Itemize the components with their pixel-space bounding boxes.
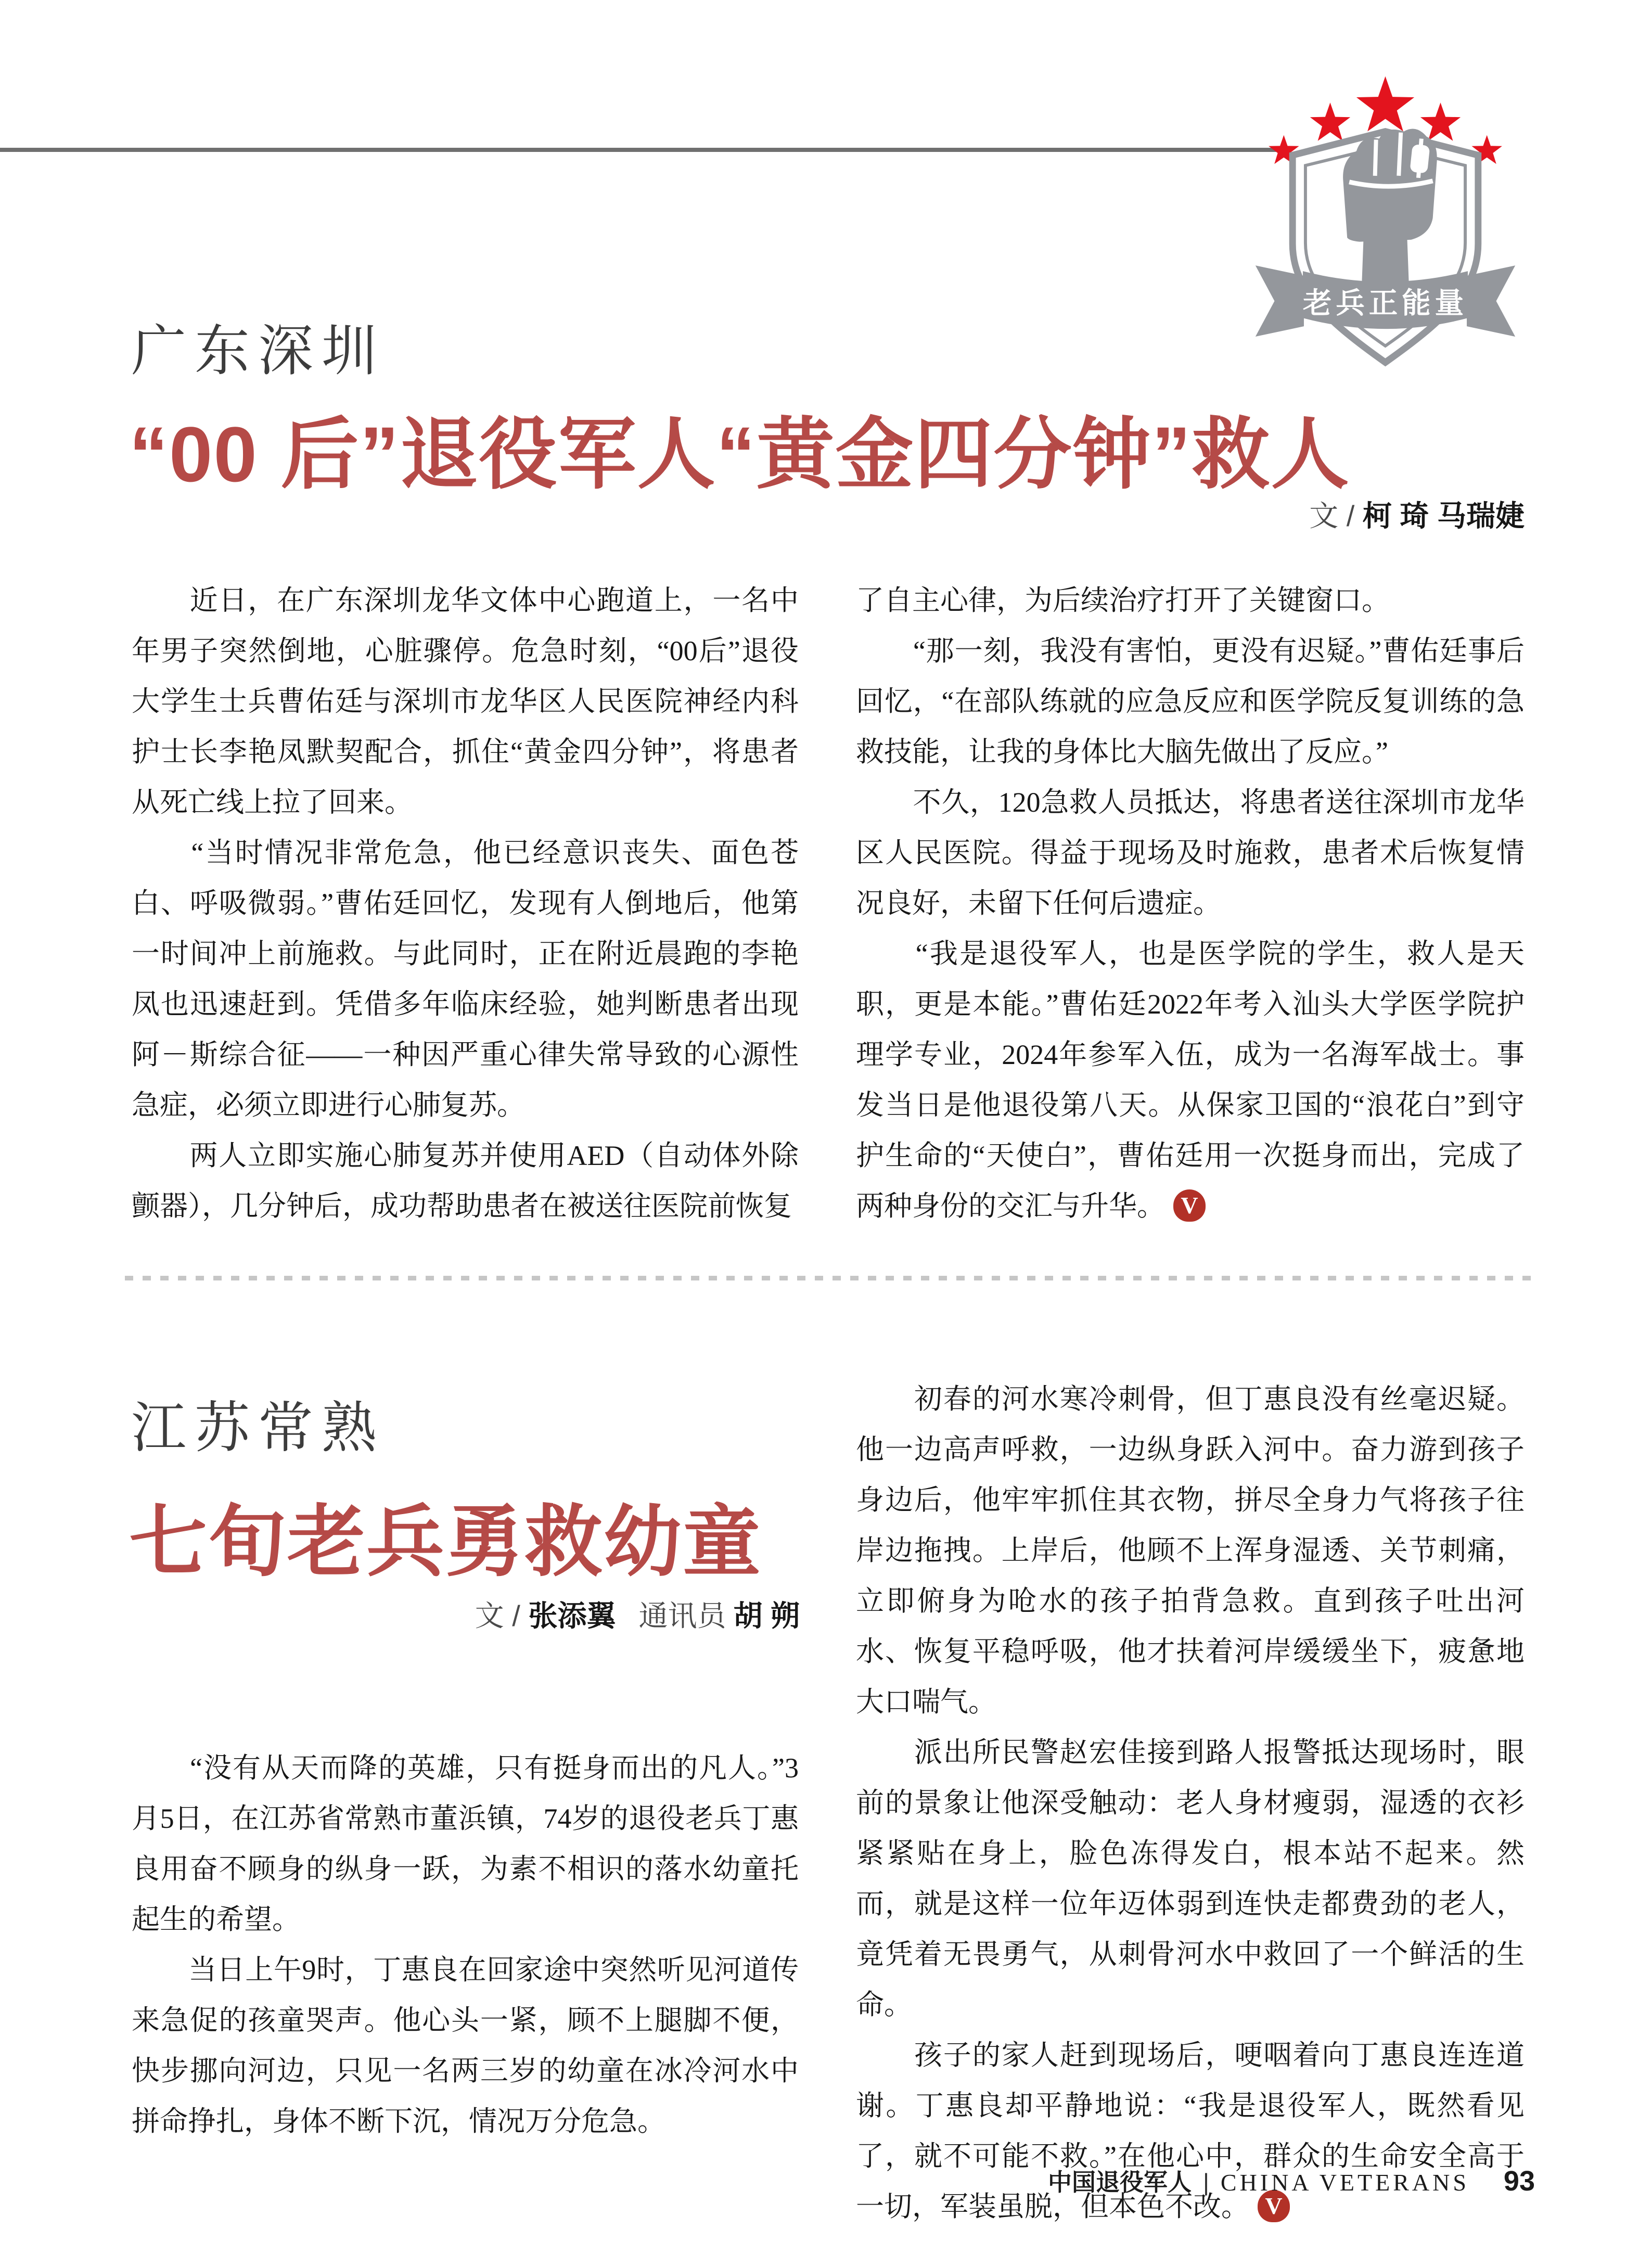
article1-right-column <box>856 575 1525 1232</box>
article-end-mark-icon: V <box>1258 2190 1290 2222</box>
article2-right-column <box>856 1374 1525 2232</box>
byline-author: 张添翼 <box>528 1599 616 1632</box>
article-end-mark-icon: V <box>1173 1189 1206 1222</box>
body-paragraph: “我是退役军人，也是医学院的学生，救人是天职，更是本能。”曹佑廷2022年考入汕头大学医学院护理学专业，2024年参军入伍，成为一名海军战士。事发当日是他退役第八天。从保家卫国的“浪花白”到守护生命的“天使白”，曹佑廷用一次挺身而出，完成了两种身份的交汇与升华。 V <box>856 938 1525 1222</box>
body-paragraph: 当日上午9时，丁惠良在回家途中突然听见河道传来急促的孩童哭声。他心头一紧，顾不上腿脚不便，快步挪向河边，只见一名两三岁的幼童在冰冷河水中拼命挣扎，身体不断下沉，情况万分危急。 <box>132 1954 799 2137</box>
body-paragraph: 两人立即实施心肺复苏并使用AED（自动体外除颤器），几分钟后，成功帮助患者在被送往医院前恢复 <box>132 1140 799 1222</box>
article2-left-column <box>132 1743 799 2147</box>
veteran-positive-energy-badge <box>1246 72 1525 375</box>
body-paragraph: 派出所民警赵宏佳接到路人报警抵达现场时，眼前的景象让他深受触动：老人身材瘦弱，湿透的衣衫紧紧贴在身上，脸色冻得发白，根本站不起来。然而，就是这样一位年迈体弱到连快走都费劲的老人，竟凭着无畏勇气，从刺骨河水中救回了一个鲜活的生命。 <box>856 1737 1525 2020</box>
body-paragraph: 初春的河水寒冷刺骨，但丁惠良没有丝毫迟疑。他一边高声呼救，一边纵身跃入河中。奋力游到孩子身边后，他牢牢抓住其衣物，拼尽全身力气将孩子往岸边拖拽。上岸后，他顾不上浑身湿透、关节刺痛，立即俯身为呛水的孩子拍背急救。直到孩子吐出河水、恢复平稳呼吸，他才扶着河岸缓缓坐下，疲惫地大口喘气。 <box>856 1383 1525 1718</box>
footer-magazine-name-cn: 中国退役军人 <box>1047 2169 1192 2196</box>
body-paragraph: 了自主心律，为后续治疗打开了关键窗口。 <box>856 585 1390 616</box>
logo-banner-label: 老兵正能量 <box>1303 287 1468 319</box>
body-paragraph: “当时情况非常危急，他已经意识丧失、面色苍白、呼吸微弱。”曹佑廷回忆，发现有人倒地后，他第一时间冲上前施救。与此同时，正在附近晨跑的李艳凤也迅速赶到。凭借多年临床经验，她判断患者出现阿－斯综合征——一种因严重心律失常导致的心源性急症，必须立即进行心肺复苏。 <box>132 837 799 1121</box>
byline-prefix: 文 / <box>1309 499 1363 532</box>
body-paragraph: 不久，120急救人员抵达，将患者送往深圳市龙华区人民医院。得益于现场及时施救，患者术后恢复情况良好，未留下任何后遗症。 <box>856 787 1525 919</box>
byline-correspondent: 胡 朔 <box>733 1599 800 1632</box>
top-rule <box>0 148 1279 152</box>
star-icon <box>1356 76 1414 132</box>
footer-divider: | <box>1202 2169 1209 2196</box>
body-paragraph: “没有从天而降的英雄，只有挺身而出的凡人。”3月5日，在江苏省常熟市董浜镇，74岁的退役老兵丁惠良用奋不顾身的纵身一跃，为素不相识的落水幼童托起生的希望。 <box>132 1752 799 1935</box>
article1-kicker: 广东深圳 <box>131 321 385 382</box>
article1-headline: “00 后”退役军人“黄金四分钟”救人 <box>129 411 1350 498</box>
section-divider-dashed <box>125 1276 1538 1280</box>
article1-byline <box>1309 493 1525 535</box>
article2-kicker: 江苏常熟 <box>131 1398 385 1459</box>
body-paragraph: 近日，在广东深圳龙华文体中心跑道上，一名中年男子突然倒地，心脏骤停。危急时刻，“00后”退役大学生士兵曹佑廷与深圳市龙华区人民医院神经内科护士长李艳凤默契配合，抓住“黄金四分钟”，将患者从死亡线上拉了回来。 <box>132 585 799 818</box>
star-icon <box>1310 103 1350 141</box>
article2-headline: 七旬老兵勇救幼童 <box>129 1498 762 1585</box>
byline-prefix: 文 / <box>475 1599 529 1632</box>
byline-correspondent-label: 通讯员 <box>638 1599 726 1632</box>
article1-left-column <box>132 575 799 1232</box>
footer-magazine-name-en: CHINA VETERANS <box>1220 2169 1469 2196</box>
byline-authors: 柯 琦 马瑞婕 <box>1362 499 1525 532</box>
page-number: 93 <box>1503 2166 1535 2197</box>
article2-byline <box>133 1593 800 1635</box>
page-footer <box>1048 2163 1535 2198</box>
body-paragraph: 孩子的家人赶到现场后，哽咽着向丁惠良连连道谢。丁惠良却平静地说：“我是退役军人，既然看见了，就不可能不救。”在他心中，群众的生命安全高于一切，军装虽脱，但本色不改。 V <box>856 2040 1525 2222</box>
star-icon <box>1420 103 1461 141</box>
body-paragraph: “那一刻，我没有害怕，更没有迟疑。”曹佑廷事后回忆，“在部队练就的应急反应和医学院反复训练的急救技能，让我的身体比大脑先做出了反应。” <box>856 635 1525 767</box>
